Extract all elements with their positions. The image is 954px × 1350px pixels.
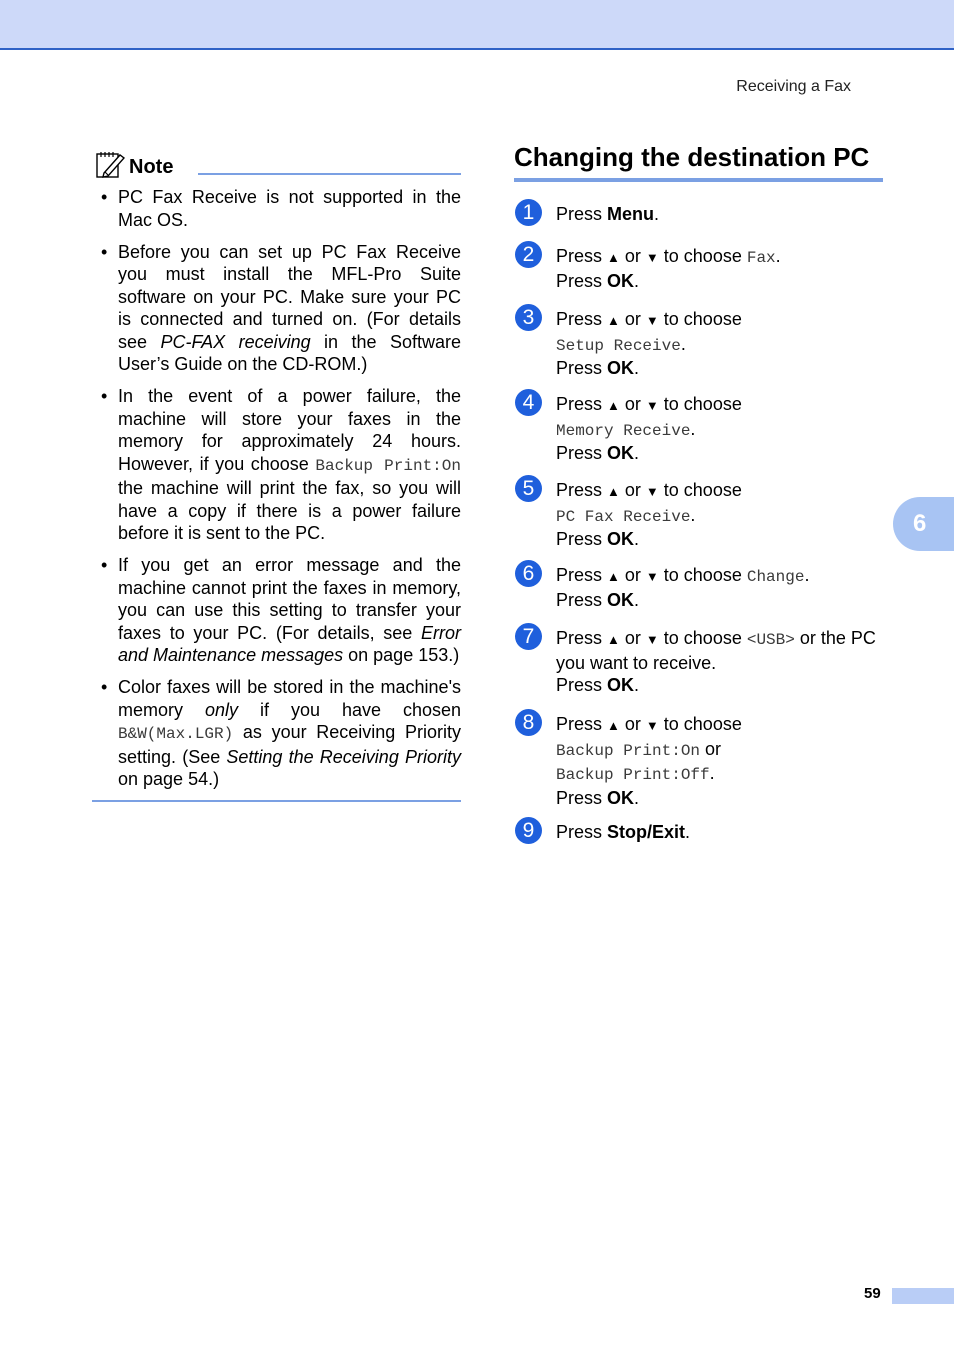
- note-list: [92, 186, 461, 791]
- step-line: Press ▲ or ▼ to choose: [556, 309, 742, 329]
- chapter-tab: 6: [893, 497, 954, 551]
- down-arrow-icon: ▼: [645, 484, 659, 499]
- step-line: Press OK.: [556, 787, 640, 808]
- step-line: Backup Print:On or: [556, 738, 722, 760]
- step-line: Press ▲ or ▼ to choose: [556, 394, 742, 414]
- note-box: [92, 150, 461, 802]
- step-line: Press ▲ or ▼ to choose: [556, 714, 742, 734]
- note-item: • PC Fax Receive is not supported in the Mac OS.: [92, 186, 461, 231]
- section-title-rule: [514, 178, 883, 182]
- note-top-rule: [198, 173, 461, 175]
- step-4: [514, 389, 884, 475]
- step-line: Press Menu.: [556, 204, 660, 224]
- note-bottom-rule: [92, 800, 461, 802]
- note-header: [92, 150, 461, 186]
- up-arrow-icon: ▲: [607, 569, 620, 584]
- key-ok: OK: [607, 270, 635, 291]
- note-title: Note: [129, 156, 174, 178]
- step-line: Press ▲ or ▼ to choose <USB> or the PC you want to receive.: [556, 628, 876, 673]
- step-9: [514, 817, 884, 847]
- step-3: [514, 304, 884, 389]
- step-8: [514, 709, 884, 817]
- page-number-bar: [892, 1288, 954, 1304]
- step-line: Press OK.: [556, 443, 640, 463]
- lcd-text: Setup Receive: [556, 336, 681, 355]
- lcd-text: B&W(Max.LGR): [118, 725, 234, 743]
- page-number: 59: [864, 1285, 881, 1302]
- key-ok: OK: [607, 358, 635, 378]
- step-line: Press OK.: [556, 270, 640, 291]
- section-title: Changing the destination PC: [514, 142, 870, 172]
- step-line: Press ▲ or ▼ to choose: [556, 480, 742, 500]
- reference-error-messages: Error and Maintenance messages: [118, 622, 461, 665]
- step-number-badge: 9: [515, 817, 542, 844]
- note-item: • If you get an error message and the machine cannot print the faxes in memory, you can use this setting to transfer your faxes to your PC. (For details, see Error and Maintenance messages on page 153.): [92, 554, 461, 667]
- key-ok: OK: [607, 443, 635, 463]
- down-arrow-icon: ▼: [645, 398, 659, 413]
- chapter-title: Receiving a Fax: [736, 78, 851, 95]
- lcd-text: Backup Print:Off: [556, 766, 710, 784]
- key-menu: Menu: [607, 204, 655, 224]
- step-line: PC Fax Receive.: [556, 504, 696, 526]
- note-item: • In the event of a power failure, the machine will store your faxes in the memory for approximately 24 hours. However, if you choose Backup Print:On the machine will print the fax, so you will have a copy if there is a power failure before it is sent to the PC.: [92, 385, 461, 545]
- note-pencil-icon: [95, 150, 125, 180]
- lcd-text: Backup Print:On: [315, 456, 461, 475]
- lcd-text: Fax: [746, 249, 776, 267]
- up-arrow-icon: ▲: [607, 718, 620, 733]
- step-line: Memory Receive.: [556, 418, 696, 440]
- reference-receiving-priority: Setting the Receiving Priority: [226, 746, 461, 767]
- step-line: Press OK.: [556, 589, 640, 610]
- step-list: [514, 199, 884, 847]
- step-line: Backup Print:Off.: [556, 763, 715, 784]
- step-line: Setup Receive.: [556, 333, 686, 355]
- key-ok: OK: [607, 787, 635, 808]
- down-arrow-icon: ▼: [645, 718, 659, 733]
- key-stop-exit: Stop/Exit: [607, 822, 686, 842]
- step-6: [514, 560, 884, 623]
- up-arrow-icon: ▲: [607, 398, 620, 413]
- down-arrow-icon: ▼: [645, 250, 659, 265]
- step-5: [514, 475, 884, 560]
- step-number-badge: 2: [515, 241, 542, 268]
- reference-pc-fax-receiving: PC-FAX receiving: [160, 331, 311, 352]
- lcd-text: Change: [746, 568, 805, 586]
- up-arrow-icon: ▲: [607, 313, 620, 328]
- step-line: Press OK.: [556, 358, 640, 378]
- down-arrow-icon: ▼: [645, 313, 659, 328]
- step-number-badge: 8: [515, 709, 542, 736]
- lcd-text: <USB>: [746, 631, 795, 649]
- step-7: [514, 623, 884, 709]
- key-ok: OK: [607, 529, 635, 549]
- up-arrow-icon: ▲: [607, 484, 620, 499]
- down-arrow-icon: ▼: [645, 632, 659, 647]
- lcd-text: Memory Receive: [556, 421, 691, 440]
- step-number-badge: 1: [515, 199, 542, 226]
- lcd-text: Backup Print:On: [556, 741, 701, 760]
- up-arrow-icon: ▲: [607, 250, 620, 265]
- step-2: [514, 241, 884, 304]
- step-line: Press OK.: [556, 529, 640, 549]
- step-line: Press ▲ or ▼ to choose Fax.: [556, 246, 781, 267]
- step-line: Press ▲ or ▼ to choose Change.: [556, 565, 810, 586]
- step-line: Press OK.: [556, 675, 640, 695]
- down-arrow-icon: ▼: [645, 569, 659, 584]
- step-line: Press Stop/Exit.: [556, 822, 691, 842]
- step-number-badge: 4: [515, 389, 542, 416]
- step-number-badge: 3: [515, 304, 542, 331]
- up-arrow-icon: ▲: [607, 632, 620, 647]
- top-color-band: [0, 0, 954, 50]
- note-item: • Before you can set up PC Fax Receive you must install the MFL-Pro Suite software on your PC. Make sure your PC is connected and turned on. (For details see PC-FAX receiving in the Software User’s Guide on the CD-ROM.): [92, 241, 461, 376]
- note-item: • Color faxes will be stored in the machine's memory only if you have chosen B&W(Max.LGR) as your Receiving Priority setting. (See Setting the Receiving Priority on page 54.): [92, 676, 461, 791]
- key-ok: OK: [607, 589, 635, 610]
- lcd-text: PC Fax Receive: [556, 507, 691, 526]
- key-ok: OK: [607, 675, 635, 695]
- step-number-badge: 5: [515, 475, 542, 502]
- step-number-badge: 6: [515, 560, 542, 587]
- step-number-badge: 7: [515, 623, 542, 650]
- step-1: [514, 199, 884, 241]
